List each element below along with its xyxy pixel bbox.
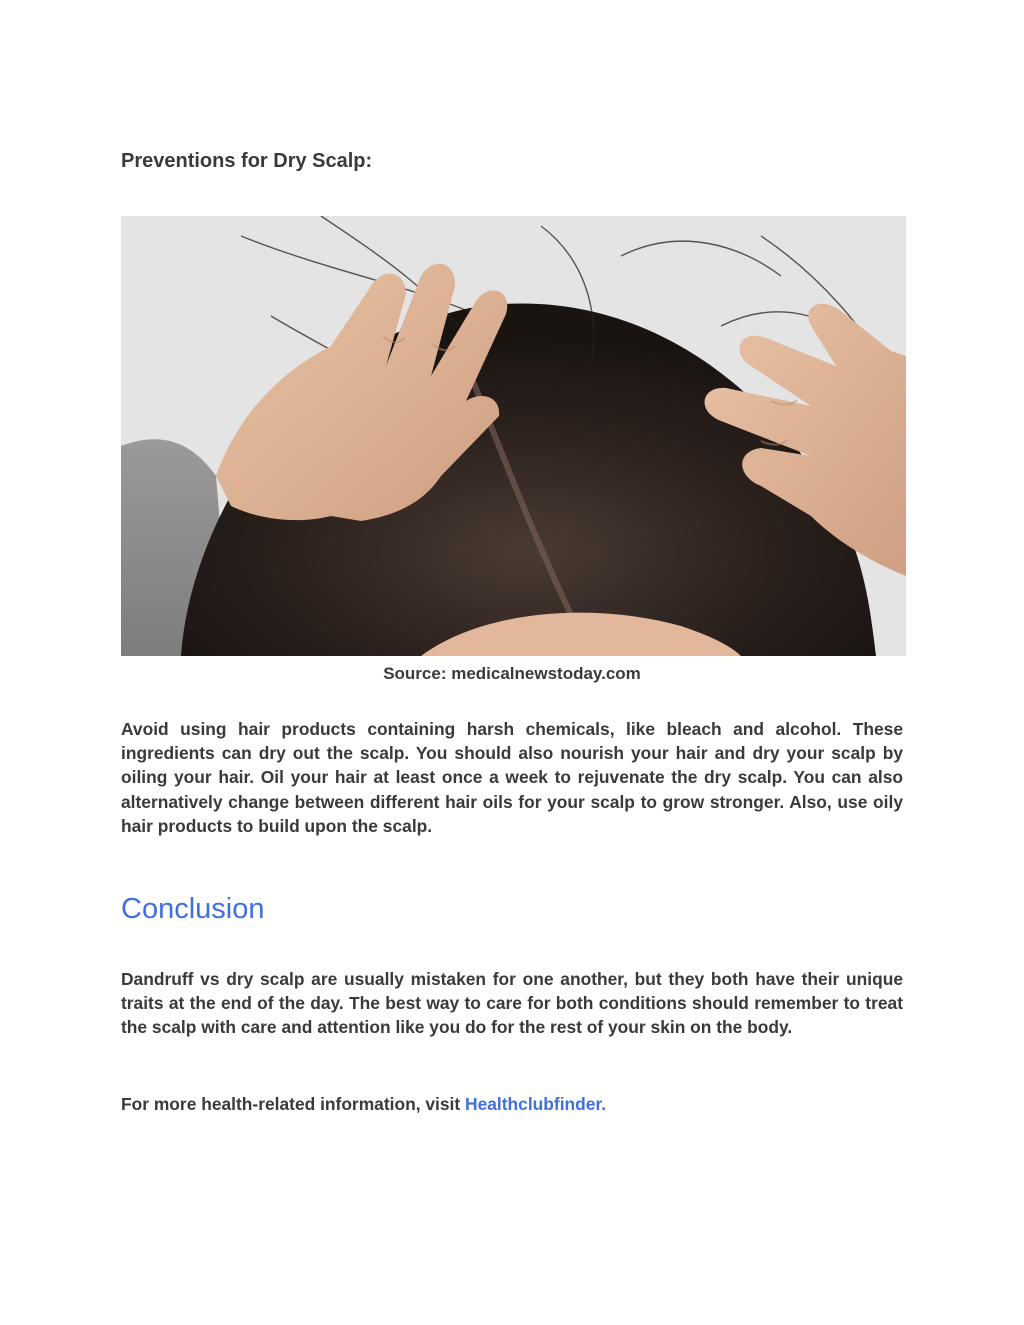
scalp-photo-illustration — [121, 216, 906, 656]
conclusion-paragraph: Dandruff vs dry scalp are usually mistaken for one another, but they both have their unique traits at the end of the day. The best way to care for both conditions should remember to treat the scalp with care and attention like you do for the rest of your skin on the body. — [121, 969, 903, 1038]
healthclubfinder-link[interactable] — [465, 1094, 606, 1114]
scalp-photo — [121, 216, 906, 656]
preventions-subheading: Preventions for Dry Scalp: — [121, 150, 373, 172]
conclusion-heading: Conclusion — [121, 893, 265, 925]
more-info-line — [121, 1094, 606, 1115]
image-caption: Source: medicalnewstoday.com — [383, 664, 641, 683]
more-info-text: For more health-related information, visit — [121, 1094, 466, 1114]
link-suffix: . — [601, 1094, 607, 1114]
preventions-paragraph: Avoid using hair products containing harsh chemicals, like bleach and alcohol. These ingredients can dry out the scalp. You should also nourish your hair and dry your scalp by oiling your hair. Oil your hair at least once a week to rejuvenate the dry scalp. You can also alternatively change between different hair oils for your scalp to grow stronger. Also, use oily hair products to build upon the scalp. — [121, 719, 903, 836]
healthclubfinder-link-text: Healthclubfinder — [465, 1094, 602, 1114]
